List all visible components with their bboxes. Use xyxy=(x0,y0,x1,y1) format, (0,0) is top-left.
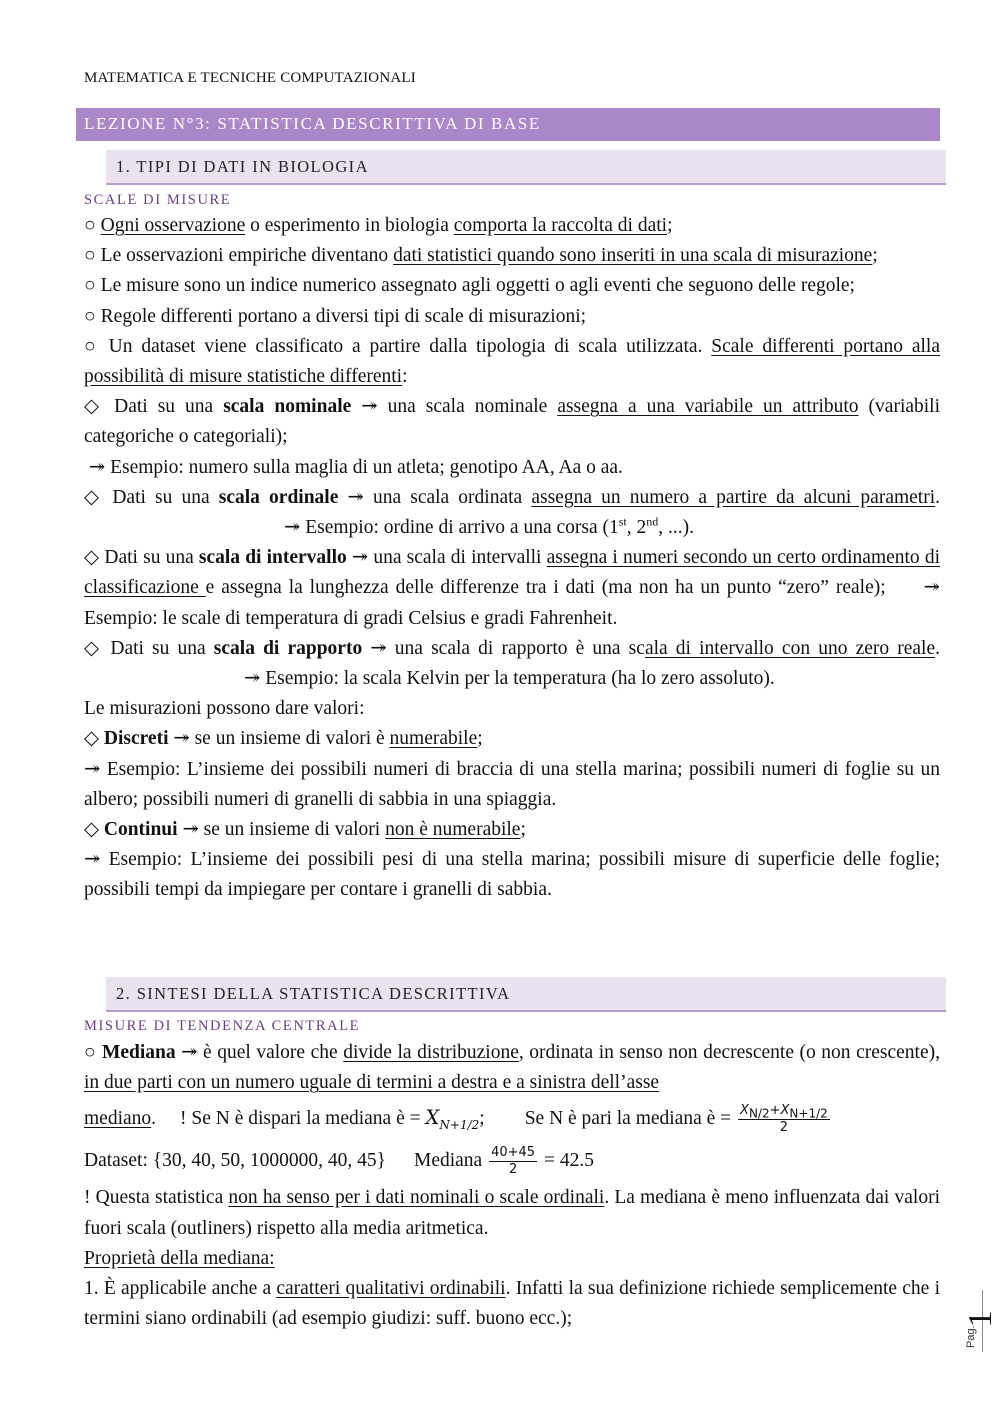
page-number xyxy=(955,1290,999,1370)
section-heading-1 xyxy=(106,150,946,185)
paragraph: ◇ Continui ↠ se un insieme di valori non è numerabile; xyxy=(84,819,526,841)
section-title-2: 2. SINTESI DELLA STATISTICA DESCRITTIVA xyxy=(116,984,511,1003)
paragraph: ○ Mediana ↠ è quel valore che divide la distribuzione, ordinata in senso non decrescente (o non crescente), in due parti con un numero uguale di termini a destra e a sinistra dell’asse xyxy=(84,1042,940,1094)
running-header: MATEMATICA E TECNICHE COMPUTAZIONALI xyxy=(84,70,416,86)
subheading-tendenza-centrale: MISURE DI TENDENZA CENTRALE xyxy=(84,1018,361,1034)
median-example-formula: $\frac{40+45}{2}$ xyxy=(491,1145,536,1178)
paragraph: Le misurazioni possono dare valori: xyxy=(84,698,365,720)
section-2-body xyxy=(84,1038,940,1334)
section-1-body xyxy=(84,211,940,906)
median-even-formula: $\frac{X_{N/2}+X_{N+1/2}}{2}$ xyxy=(740,1103,828,1136)
section-heading-2 xyxy=(106,977,946,1012)
subheading-scale-di-misure: SCALE DI MISURE xyxy=(84,192,232,208)
paragraph: ○ Le misure sono un indice numerico assegnato agli oggetti o agli eventi che seguono delle regole; xyxy=(84,275,855,297)
paragraph: Dataset: {30, 40, 50, 1000000, 40, 45} Mediana $\frac{40+45}{2}$ = 42.5 xyxy=(84,1145,594,1178)
paragraph: ◇ Dati su una scala ordinale ↠ una scala ordinata assegna un numero a partire da alcuni parametri.↠ Esempio: ordine di arrivo a una corsa (1st, 2nd, ...). xyxy=(84,486,941,539)
paragraph: ◇ Dati su una scala di rapporto ↠ una scala di rapporto è una scala di intervallo con uno zero reale.↠ Esempio: la scala Kelvin per la temperatura (ha lo zero assoluto). xyxy=(84,637,940,690)
paragraph: Proprietà della mediana: xyxy=(84,1247,275,1269)
lesson-banner xyxy=(76,108,945,141)
section-title-1: 1. TIPI DI DATI IN BIOLOGIA xyxy=(116,157,369,176)
paragraph: 1. È applicabile anche a caratteri qualitativi ordinabili. Infatti la sua definizione richiede semplicemente che i termini siano ordinabili (ad esempio giudizi: suff. buono ecc.); xyxy=(84,1278,940,1330)
page-number-label: Pag. xyxy=(965,1325,977,1348)
paragraph: ↠ Esempio: L’insieme dei possibili numeri di braccia di una stella marina; possibili numeri di foglie su un albero; possibili numeri di granelli di sabbia in una spiaggia. xyxy=(84,758,940,810)
paragraph: ○ Un dataset viene classificato a partire dalla tipologia di scala utilizzata. Scale differenti portano alla possibilità di misure statistiche differenti: xyxy=(84,335,941,388)
paragraph: ○ Regole differenti portano a diversi tipi di scale di misurazioni; xyxy=(84,305,587,327)
paragraph: ○ Le osservazioni empiriche diventano dati statistici quando sono inseriti in una scala di misurazione; xyxy=(84,245,878,267)
paragraph: mediano. ! Se N è dispari la mediana è = $X_{N+1/2}$; Se N è pari la mediana è = $\frac{X_{N/2}+X_{N+1/2}}{2}$ xyxy=(84,1103,828,1136)
paragraph: ◇ Discreti ↠ se un insieme di valori è numerabile; xyxy=(84,728,483,750)
paragraph: ◇ Dati su una scala di intervallo ↠ una scala di intervalli assegna i numeri secondo un certo ordinamento di classificazione e assegna la lunghezza delle differenze tra i dati (ma non ha un punto “zero” reale); ↠ Esempio: le scale di temperatura di gradi Celsius e gradi Fahrenheit. xyxy=(84,547,940,629)
paragraph: ○ Ogni osservazione o esperimento in biologia comporta la raccolta di dati; xyxy=(84,215,673,236)
paragraph: ◇ Dati su una scala nominale ↠ una scala nominale assegna a una variabile un attributo (variabili categoriche o categoriali); xyxy=(84,396,941,448)
paragraph: ↠ Esempio: L’insieme dei possibili pesi di una stella marina; possibili misure di superficie delle foglie; possibili tempi da impiegare per contare i granelli di sabbia. xyxy=(84,849,940,901)
lesson-title: LEZIONE N°3: STATISTICA DESCRITTIVA DI BASE xyxy=(84,114,541,133)
page-number-value: 1 xyxy=(962,1310,999,1328)
paragraph: ↠ Esempio: numero sulla maglia di un atleta; genotipo AA, Aa o aa. xyxy=(84,456,623,478)
paragraph: ! Questa statistica non ha senso per i dati nominali o scale ordinali. La mediana è meno influenzata dai valori fuori scala (outliners) rispetto alla media aritmetica. xyxy=(84,1187,940,1239)
